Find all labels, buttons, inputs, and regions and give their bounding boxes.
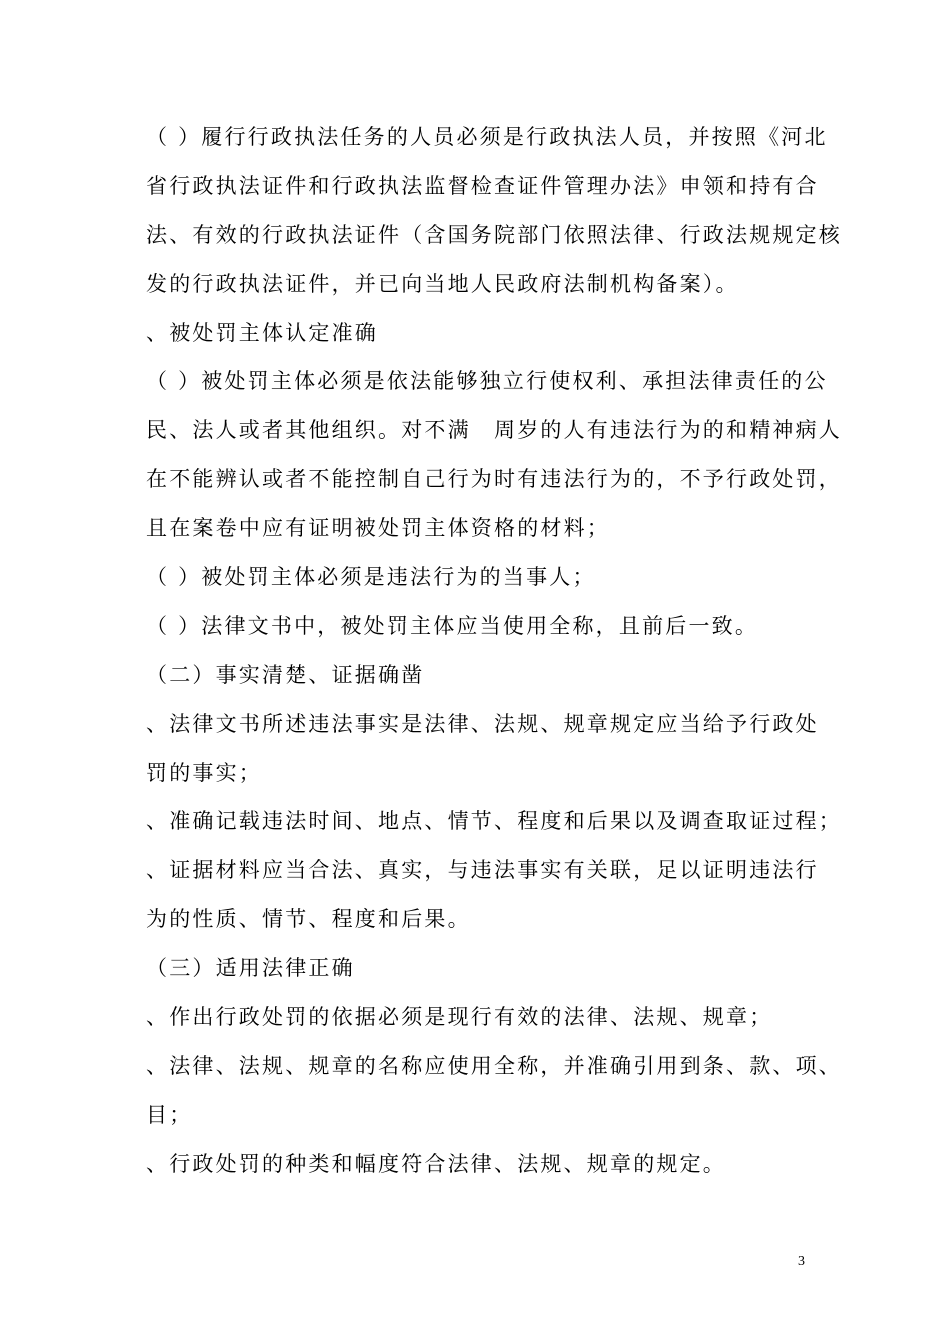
section-heading: 、被处罚主体认定准确: [146, 320, 378, 345]
text-line: 、法律、法规、规章的名称应使用全称，并准确引用到条、款、项、: [146, 1053, 842, 1078]
text-line: 在不能辨认或者不能控制自己行为时有违法行为的，不予行政处罚，: [146, 467, 842, 492]
section-heading: （二）事实清楚、证据确凿: [146, 662, 425, 687]
text-line: 为的性质、情节、程度和后果。: [146, 907, 471, 932]
text-line: 、行政处罚的种类和幅度符合法律、法规、规章的规定。: [146, 1151, 726, 1176]
text-line: 、准确记载违法时间、地点、情节、程度和后果以及调查取证过程；: [146, 809, 842, 834]
text-line: （ ）被处罚主体必须是违法行为的当事人；: [146, 565, 596, 590]
text-line: 、证据材料应当合法、真实，与违法事实有关联，足以证明违法行: [146, 858, 819, 883]
section-heading: （三）适用法律正确: [146, 956, 355, 981]
document-body: [146, 113, 842, 1189]
text-line: 、法律文书所述违法事实是法律、法规、规章规定应当给予行政处: [146, 711, 819, 736]
text-line: 发的行政执法证件，并已向当地人民政府法制机构备案）。: [146, 271, 739, 296]
page-number: 3: [798, 1254, 805, 1269]
text-line: 目；: [146, 1102, 193, 1127]
text-line: 民、法人或者其他组织。对不满 周岁的人有违法行为的和精神病人: [146, 418, 842, 443]
text-line: 、作出行政处罚的依据必须是现行有效的法律、法规、规章；: [146, 1005, 773, 1030]
text-line: （ ）法律文书中，被处罚主体应当使用全称，且前后一致。: [146, 613, 759, 638]
text-line: （ ）被处罚主体必须是依法能够独立行使权利、承担法律责任的公: [146, 369, 828, 394]
text-line: 罚的事实；: [146, 760, 262, 785]
text-line: 省行政执法证件和行政执法监督检查证件管理办法》申领和持有合: [146, 173, 819, 198]
text-line: （ ）履行行政执法任务的人员必须是行政执法人员，并按照《河北: [146, 125, 828, 149]
text-line: 法、有效的行政执法证件（含国务院部门依照法律、行政法规规定核: [146, 222, 842, 247]
text-line: 且在案卷中应有证明被处罚主体资格的材料；: [146, 516, 610, 541]
